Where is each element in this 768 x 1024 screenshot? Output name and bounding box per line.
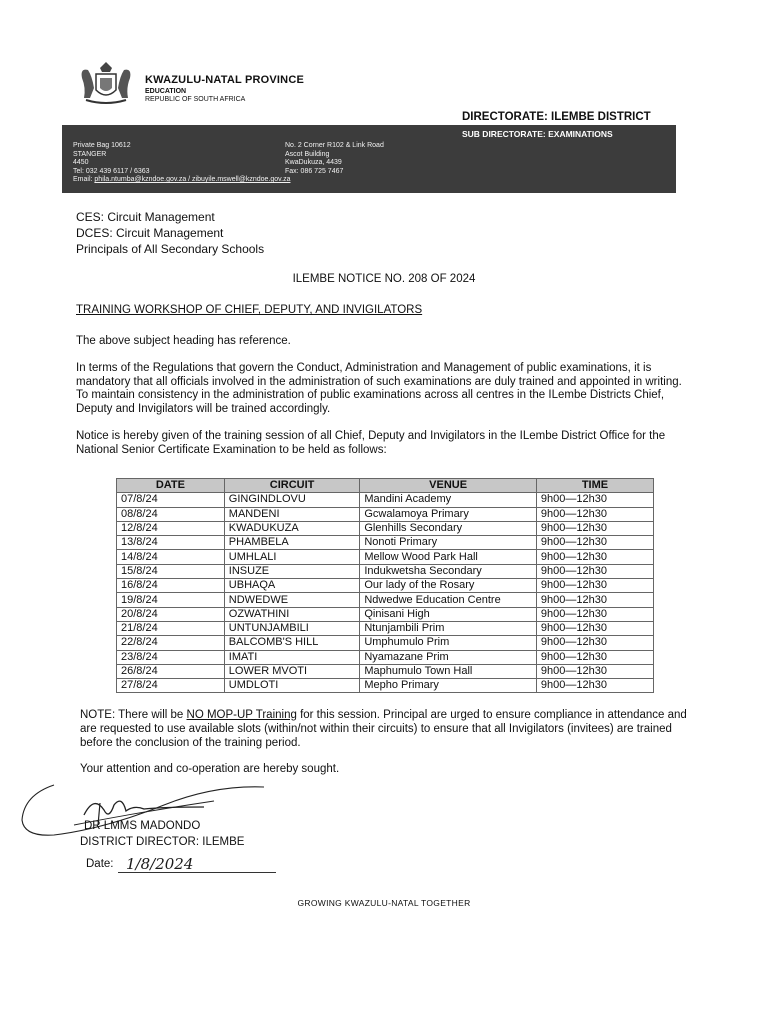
cell-time: 9h00—12h30 <box>536 536 653 550</box>
table-row <box>117 636 654 650</box>
table-row <box>117 664 654 678</box>
table-row <box>117 621 654 635</box>
sub-directorate: SUB DIRECTORATE: EXAMINATIONS <box>462 129 613 139</box>
cell-time: 9h00—12h30 <box>536 636 653 650</box>
cell-circuit: UBHAQA <box>224 579 360 593</box>
cell-circuit: PHAMBELA <box>224 536 360 550</box>
directorate-heading: DIRECTORATE: ILEMBE DISTRICT <box>462 111 651 123</box>
address-line: Fax: 086 725 7467 <box>285 167 344 175</box>
cell-time: 9h00—12h30 <box>536 593 653 607</box>
cell-venue: Mepho Primary <box>360 679 537 693</box>
handwritten-date-text: 1/8/2024 <box>126 855 194 873</box>
signer-title: DISTRICT DIRECTOR: ILEMBE <box>80 836 245 848</box>
cell-venue: Nonoti Primary <box>360 536 537 550</box>
cell-circuit: MANDENI <box>224 507 360 521</box>
cell-venue: Gcwalamoya Primary <box>360 507 537 521</box>
cell-time: 9h00—12h30 <box>536 664 653 678</box>
paragraph-reference: The above subject heading has reference. <box>76 335 291 347</box>
cell-circuit: NDWEDWE <box>224 593 360 607</box>
addressee: DCES: Circuit Management <box>76 226 224 240</box>
cell-circuit: UMHLALI <box>224 550 360 564</box>
cell-circuit: UNTUNJAMBILI <box>224 621 360 635</box>
table-row <box>117 593 654 607</box>
cell-venue: Qinisani High <box>360 607 537 621</box>
table-row <box>117 679 654 693</box>
addressee: CES: Circuit Management <box>76 210 215 224</box>
table-row <box>117 536 654 550</box>
cell-time: 9h00—12h30 <box>536 507 653 521</box>
cell-date: 27/8/24 <box>117 679 225 693</box>
province-title: KWAZULU-NATAL PROVINCE <box>145 74 305 86</box>
cell-venue: Indukwetsha Secondary <box>360 564 537 578</box>
cell-circuit: KWADUKUZA <box>224 521 360 535</box>
cell-date: 26/8/24 <box>117 664 225 678</box>
cell-circuit: GINGINDLOVU <box>224 493 360 507</box>
cell-time: 9h00—12h30 <box>536 679 653 693</box>
table-header-row <box>117 479 654 493</box>
cell-date: 12/8/24 <box>117 521 225 535</box>
cell-circuit: UMDLOTI <box>224 679 360 693</box>
cell-venue: Mandini Academy <box>360 493 537 507</box>
cell-venue: Nyamazane Prim <box>360 650 537 664</box>
cell-time: 9h00—12h30 <box>536 607 653 621</box>
cell-venue: Maphumulo Town Hall <box>360 664 537 678</box>
cell-date: 21/8/24 <box>117 621 225 635</box>
addressee-list <box>76 209 264 257</box>
cell-venue: Umphumulo Prim <box>360 636 537 650</box>
cell-venue: Our lady of the Rosary <box>360 579 537 593</box>
cell-date: 20/8/24 <box>117 607 225 621</box>
training-schedule-table <box>116 478 654 693</box>
cell-circuit: IMATI <box>224 650 360 664</box>
cell-date: 13/8/24 <box>117 536 225 550</box>
cell-date: 22/8/24 <box>117 636 225 650</box>
table-row <box>117 579 654 593</box>
note-emphasis: NO MOP-UP Training <box>186 709 297 721</box>
table-row <box>117 564 654 578</box>
provincial-crest-logo <box>76 58 136 108</box>
note-prefix: NOTE: There will be <box>80 709 187 721</box>
country-name: REPUBLIC OF SOUTH AFRICA <box>145 96 246 103</box>
cell-date: 07/8/24 <box>117 493 225 507</box>
table-row <box>117 521 654 535</box>
address-line: KwaDukuza, 4439 <box>285 159 342 166</box>
cell-time: 9h00—12h30 <box>536 550 653 564</box>
subject-heading: TRAINING WORKSHOP OF CHIEF, DEPUTY, AND INVIGILATORS <box>76 304 423 316</box>
department-name: EDUCATION <box>145 88 187 95</box>
cell-time: 9h00—12h30 <box>536 564 653 578</box>
email-line <box>73 176 290 185</box>
table-row <box>117 550 654 564</box>
cell-circuit: BALCOMB'S HILL <box>224 636 360 650</box>
paragraph-notice: Notice is hereby given of the training session of all Chief, Deputy and Invigilators in the ILembe District Office for the National Senior Certificate Examination to be held as follows: <box>76 430 666 456</box>
cell-time: 9h00—12h30 <box>536 579 653 593</box>
address-line: STANGER <box>73 150 107 158</box>
physical-address <box>285 142 384 176</box>
footer-slogan: GROWING KWAZULU-NATAL TOGETHER <box>297 898 471 908</box>
cell-date: 14/8/24 <box>117 550 225 564</box>
address-line: 4450 <box>73 159 89 166</box>
cell-date: 16/8/24 <box>117 579 225 593</box>
cell-date: 15/8/24 <box>117 564 225 578</box>
address-line: Ascot Building <box>285 150 330 158</box>
table-row <box>117 650 654 664</box>
address-line: No. 2 Corner R102 & Link Road <box>285 142 384 149</box>
cell-date: 23/8/24 <box>117 650 225 664</box>
cell-time: 9h00—12h30 <box>536 493 653 507</box>
cell-circuit: OZWATHINI <box>224 607 360 621</box>
cell-circuit: LOWER MVOTI <box>224 664 360 678</box>
cell-circuit: INSUZE <box>224 564 360 578</box>
cell-venue: Ndwedwe Education Centre <box>360 593 537 607</box>
address-line: Tel: 032 439 6117 / 6363 <box>73 167 150 175</box>
cell-time: 9h00—12h30 <box>536 521 653 535</box>
column-header-circuit: CIRCUIT <box>224 479 360 493</box>
email-label: Email: <box>73 176 93 183</box>
email-link[interactable]: phila.ntumba@kzndoe.gov.za / zibuyile.mswell@kzndoe.gov.za <box>94 176 291 183</box>
cell-venue: Glenhills Secondary <box>360 521 537 535</box>
cell-venue: Mellow Wood Park Hall <box>360 550 537 564</box>
handwritten-signature <box>14 765 284 845</box>
column-header-time: TIME <box>536 479 653 493</box>
addressee: Principals of All Secondary Schools <box>76 242 265 256</box>
column-header-venue: VENUE <box>360 479 537 493</box>
cell-venue: Ntunjambili Prim <box>360 621 537 635</box>
column-header-date: DATE <box>117 479 225 493</box>
handwritten-date <box>122 852 232 874</box>
table-row <box>117 607 654 621</box>
date-label: Date: <box>86 858 114 870</box>
cell-time: 9h00—12h30 <box>536 621 653 635</box>
closing-line: Your attention and co-operation are hereby sought. <box>80 763 340 775</box>
signer-name: DR LMMS MADONDO <box>84 820 201 832</box>
cell-date: 08/8/24 <box>117 507 225 521</box>
note-suffix: for this session. Principal are urged to ensure compliance in attendance and are requested to use available slots (within/not within their circuits) to ensure that all Invigilators (invitees) are trained before the conclusion of the training period. <box>80 709 687 749</box>
paragraph-regulations: In terms of the Regulations that govern the Conduct, Administration and Management of public examinations, it is mandatory that all officials involved in the administration of such examinations are duly trained and appointed in writing. To maintain consistency in the administration of public examinations across all centres in the ILembe Districts Chief, Deputy and Invigilators will be trained accordingly. <box>76 362 682 415</box>
notice-number: ILEMBE NOTICE NO. 208 OF 2024 <box>292 273 476 285</box>
cell-time: 9h00—12h30 <box>536 650 653 664</box>
table-row <box>117 507 654 521</box>
postal-address <box>73 142 150 176</box>
cell-date: 19/8/24 <box>117 593 225 607</box>
note-paragraph <box>80 708 697 750</box>
table-row <box>117 493 654 507</box>
address-line: Private Bag 10612 <box>73 142 131 149</box>
